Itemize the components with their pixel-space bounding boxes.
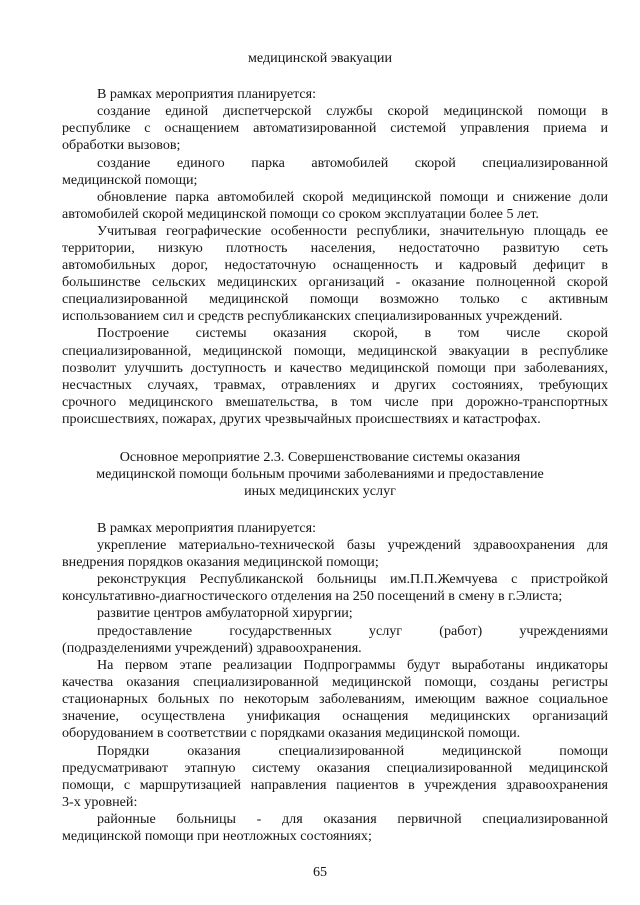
text-line: создание единого парка автомобилей скорой специализированной — [97, 155, 608, 171]
section-title-line: иных медицинских услуг — [244, 483, 396, 499]
text-line: На первом этапе реализации Подпрограммы будут выработаны индикаторы — [97, 657, 608, 673]
text-line: несчастных случаях, травмах, отравлениях и других состояниях, требующих — [62, 377, 608, 393]
text-line: позволит улучшить доступность и качество медицинской помощи при заболеваниях, — [62, 360, 608, 376]
text-line: внедрения порядков оказания медицинской помощи; — [62, 554, 379, 570]
text-line: срочного медицинского вмешательства, в том числе при дорожно-транспортных — [62, 394, 608, 410]
text-line: большинстве сельских медицинских организаций - оказание полноценной скорой — [62, 274, 608, 290]
text-line: автомобилей скорой медицинской помощи со сроком эксплуатации более 5 лет. — [62, 206, 539, 222]
paragraph-intro: В рамках мероприятия планируется: — [97, 520, 317, 536]
text-line: создание единой диспетчерской службы скорой медицинской помощи в — [97, 103, 608, 119]
text-line: использованием сил и средств республиканских специализированных учреждений. — [62, 308, 563, 324]
text-line: предоставление государственных услуг (работ) учреждениями — [97, 623, 608, 639]
page-heading: медицинской эвакуации — [248, 50, 392, 66]
text-line: районные больницы - для оказания первичной специализированной — [97, 811, 608, 827]
text-line: консультативно-диагностического отделения на 250 посещений в смену в г.Элиста; — [62, 588, 563, 604]
text-line: оборудованием в соответствии с порядками оказания медицинской помощи. — [62, 725, 521, 741]
section-title-line: медицинской помощи больным прочими заболеваниями и предоставление — [96, 466, 544, 482]
text-line: обновление парка автомобилей скорой медицинской помощи и снижение доли — [97, 189, 608, 205]
text-line: специализированной медицинской помощи возможно только с активным — [62, 291, 608, 307]
text-line: Порядки оказания специализированной медицинской помощи — [97, 743, 608, 759]
text-line: республике с оснащением автоматизированной системой управления приема и — [62, 120, 608, 136]
page-number: 65 — [312, 864, 328, 880]
text-line: Построение системы оказания скорой, в том числе скорой — [97, 325, 608, 341]
text-line: предусматривают этапную систему оказания специализированной медицинской — [62, 760, 608, 776]
text-line: (подразделениями учреждений) здравоохранения. — [62, 640, 362, 656]
text-line: стационарных больных по некоторым заболеваниям, имеющим важное социальное — [62, 691, 608, 707]
text-line: медицинской помощи; — [62, 172, 198, 188]
text-line: территории, низкую плотность населения, недостаточно развитую сеть — [62, 240, 608, 256]
text-line: 3-х уровней: — [62, 794, 138, 810]
text-line: развитие центров амбулаторной хирургии; — [97, 605, 353, 621]
text-line: обработки вызовов; — [62, 137, 181, 153]
text-line: помощи, с маршрутизацией направления пациентов в учреждения здравоохранения — [62, 777, 608, 793]
text-line: автомобильных дорог, недостаточную оснащенность и кадровый дефицит в — [62, 257, 608, 273]
paragraph-intro: В рамках мероприятия планируется: — [97, 86, 317, 102]
text-line: реконструкция Республиканской больницы им.П.П.Жемчуева с пристройкой — [97, 571, 608, 587]
text-line: укрепление материально-технической базы учреждений здравоохранения для — [97, 537, 608, 553]
text-line: специализированной, медицинской помощи, медицинской эвакуации в республике — [62, 343, 608, 359]
text-line: значение, осуществлена унификация оснащения медицинских организаций — [62, 708, 608, 724]
text-line: качества оказания специализированной медицинской помощи, созданы регистры — [62, 674, 608, 690]
section-title-line: Основное мероприятие 2.3. Совершенствование системы оказания — [119, 449, 521, 465]
text-line: происшествиях, пожарах, других чрезвычайных происшествиях и катастрофах. — [62, 411, 541, 427]
text-line: Учитывая географические особенности республики, значительную площадь ее — [97, 223, 608, 239]
text-line: медицинской помощи при неотложных состояниях; — [62, 828, 372, 844]
